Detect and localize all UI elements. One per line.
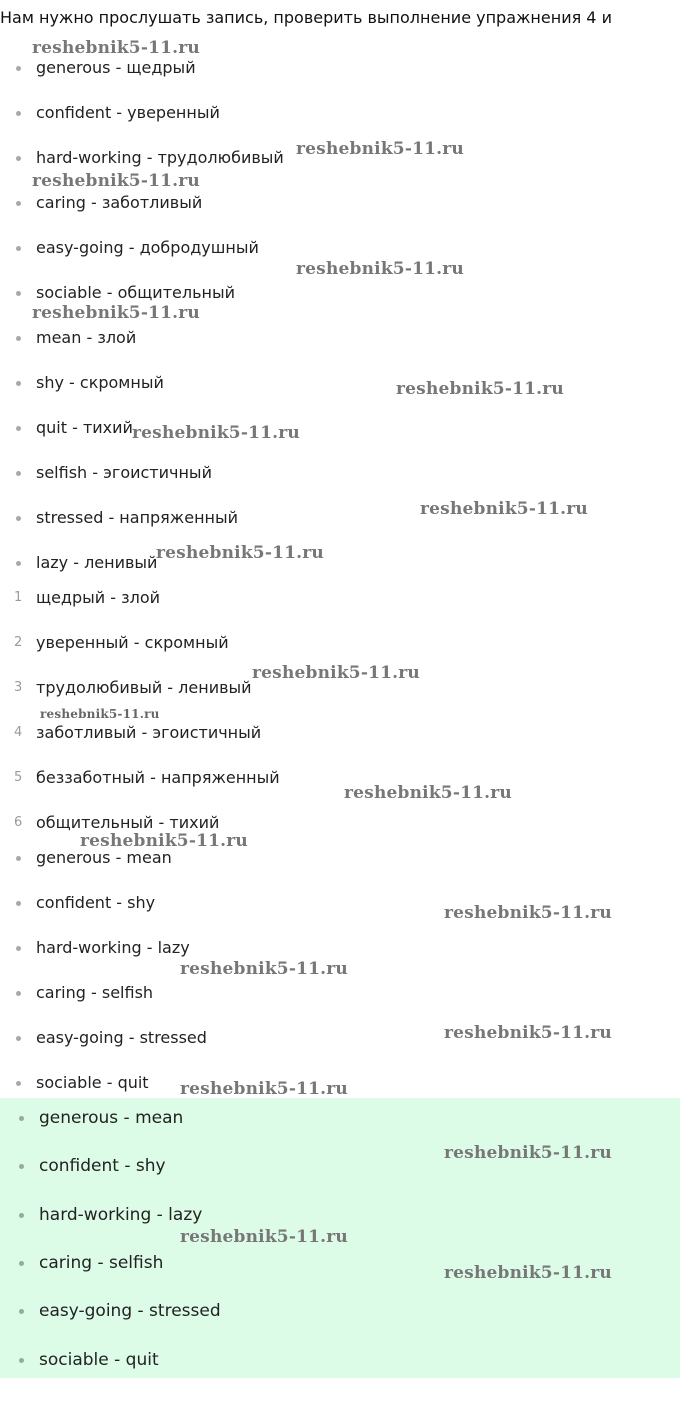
bullet-icon — [16, 946, 21, 951]
bullet-icon — [16, 111, 21, 116]
bullet-icon — [16, 66, 21, 71]
bullet-icon — [16, 516, 21, 521]
bullet-icon — [16, 381, 21, 386]
watermark: reshebnik5-11.ru — [32, 303, 200, 323]
bullet-icon — [16, 856, 21, 861]
bullet-icon — [19, 1116, 24, 1121]
bullet-icon — [16, 246, 21, 251]
bullet-icon — [16, 901, 21, 906]
bullet-icon — [16, 471, 21, 476]
bullet-icon — [16, 561, 21, 566]
watermark: reshebnik5-11.ru — [444, 1143, 612, 1163]
answer-block: generous - mean confident - shy hard-working - lazy caring - selfish easy-going - stressed sociable - quit — [0, 1098, 680, 1378]
watermark: reshebnik5-11.ru — [296, 139, 464, 159]
watermark: reshebnik5-11.ru — [180, 959, 348, 979]
bullet-icon — [16, 291, 21, 296]
bullet-icon — [19, 1309, 24, 1314]
watermark: reshebnik5-11.ru — [80, 831, 248, 851]
watermark: reshebnik5-11.ru — [180, 1079, 348, 1099]
watermark: reshebnik5-11.ru — [420, 499, 588, 519]
watermark: reshebnik5-11.ru — [252, 663, 420, 683]
bullet-icon — [16, 1081, 21, 1086]
watermark: reshebnik5-11.ru — [156, 543, 324, 563]
watermark: reshebnik5-11.ru — [344, 783, 512, 803]
bullet-icon — [19, 1213, 24, 1218]
bullet-icon — [16, 1036, 21, 1041]
watermark: reshebnik5-11.ru — [296, 259, 464, 279]
bullet-icon — [16, 156, 21, 161]
watermark: reshebnik5-11.ru — [396, 379, 564, 399]
bullet-icon — [19, 1261, 24, 1266]
watermark: reshebnik5-11.ru — [180, 1227, 348, 1247]
watermark: reshebnik5-11.ru — [40, 707, 160, 721]
bullet-icon — [16, 201, 21, 206]
watermark: reshebnik5-11.ru — [32, 171, 200, 191]
bullet-icon — [19, 1358, 24, 1363]
watermark: reshebnik5-11.ru — [32, 38, 200, 58]
watermark: reshebnik5-11.ru — [444, 1263, 612, 1283]
bullet-icon — [16, 426, 21, 431]
watermark: reshebnik5-11.ru — [132, 423, 300, 443]
watermark: reshebnik5-11.ru — [444, 903, 612, 923]
watermark: reshebnik5-11.ru — [444, 1023, 612, 1043]
bullet-icon — [19, 1164, 24, 1169]
bullet-icon — [16, 336, 21, 341]
intro-text: Нам нужно прослушать запись, проверить выполнение упражнения 4 и — [0, 8, 612, 27]
bullet-icon — [16, 991, 21, 996]
